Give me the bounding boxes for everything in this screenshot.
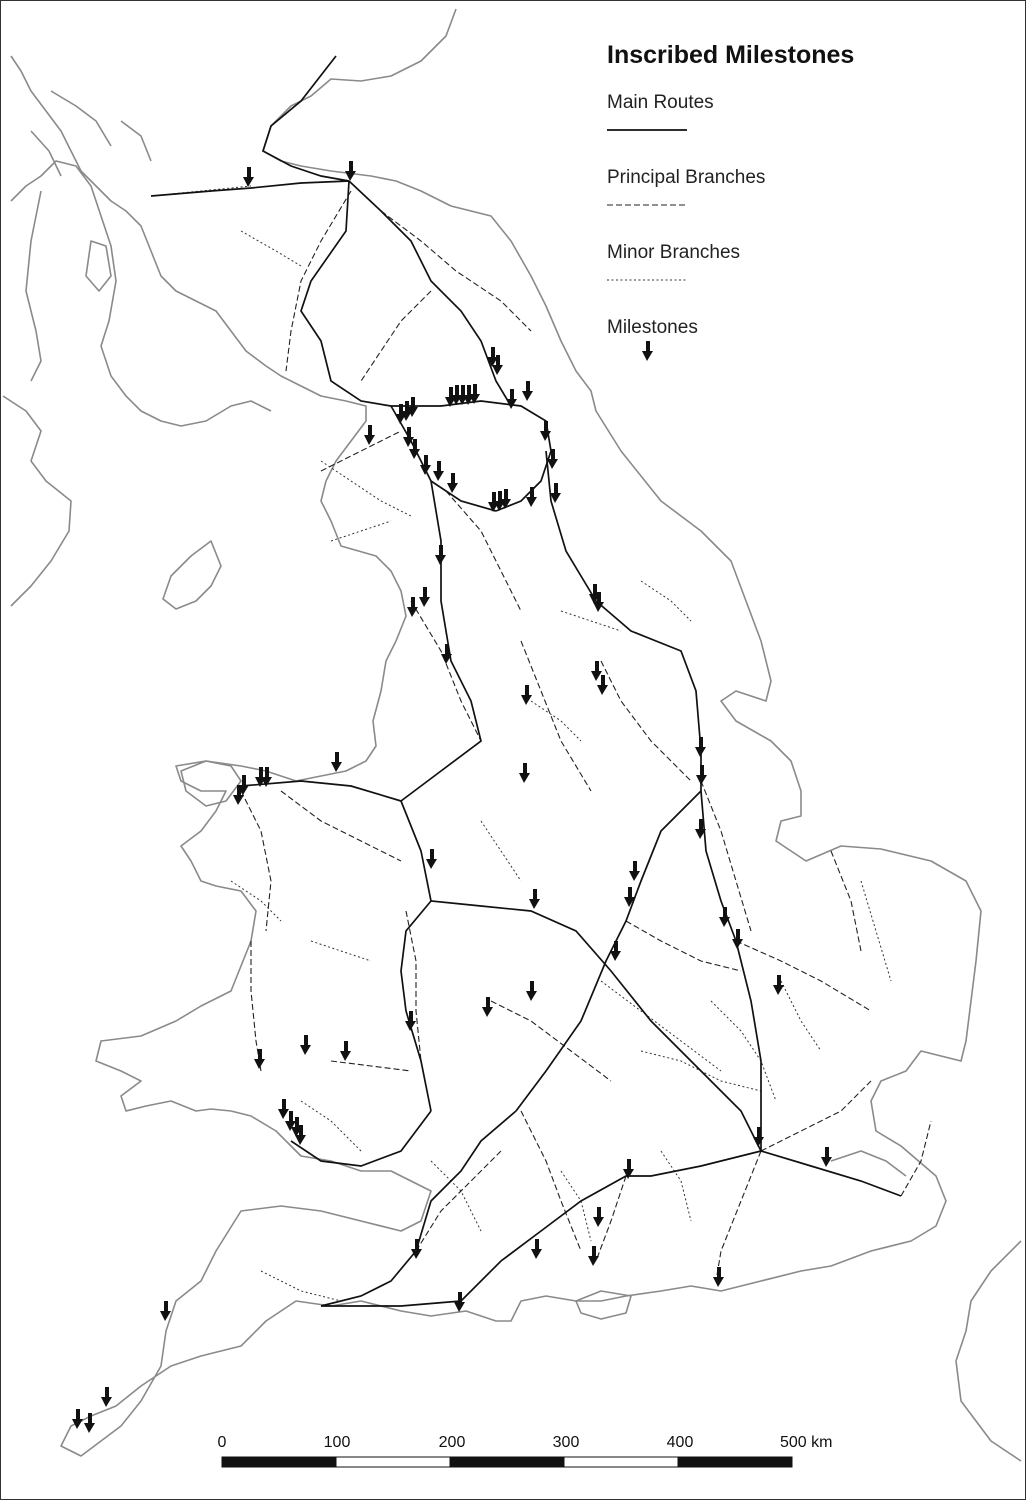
principal-branch [361,291,431,381]
scale-tick-label: 100 [323,1434,351,1451]
milestone-marker [696,765,707,785]
minor-branch [861,881,891,981]
minor-branch [661,1151,691,1221]
thames-estuary-coastline [831,1151,906,1176]
legend-label-main-routes: Main Routes [607,92,714,113]
scale-bar [218,1434,833,1467]
principal-branch [381,211,531,331]
minor-branch [711,1001,776,1101]
main-route [701,791,761,1151]
milestone-marker [591,661,602,681]
principal-branch [521,641,591,791]
milestone-marker [254,1049,265,1069]
main-route [301,181,391,406]
scale-tick-label: 400 [666,1434,694,1451]
milestone-marker [160,1301,171,1321]
principal-branch [521,1111,581,1251]
map-canvas [1,1,1025,1499]
isle-of-wight-coastline [576,1291,631,1319]
scale-tick-label: 0 [217,1434,227,1451]
principal-branch [831,851,861,951]
milestone-marker [340,1041,351,1061]
milestone-marker [593,1207,604,1227]
isle-of-man-coastline [163,541,221,609]
loch-coastline [31,91,151,176]
main-route [263,56,349,181]
milestone-marker [531,1239,542,1259]
milestone-marker [624,887,635,907]
milestone-marker [407,597,418,617]
continent-coastline [956,1241,1021,1461]
principal-branch [286,191,351,371]
scale-segment [678,1457,792,1467]
minor-branch [241,231,301,266]
milestone-marker [482,997,493,1017]
legend [607,41,854,361]
milestone-marker [522,381,533,401]
principal-branch [446,491,521,611]
milestone-marker [588,1246,599,1266]
principal-branch [761,1081,871,1151]
scale-segment [450,1457,564,1467]
scale-segment [222,1457,336,1467]
ireland-coastline [3,396,71,606]
main-route [391,406,496,511]
milestone-marker [419,587,430,607]
minor-branch [321,461,411,516]
milestone-marker [521,685,532,705]
milestone-marker [529,889,540,909]
principal-branch [281,791,401,861]
milestone-marker [526,981,537,1001]
legend-title: Inscribed Milestones [607,41,855,69]
coastline-layer [3,9,1021,1461]
milestone-marker [243,167,254,187]
principal-branch [321,431,401,471]
principal-branch [626,921,741,971]
minor-branch [261,1271,341,1301]
legend-label-milestones: Milestones [607,317,698,338]
milestone-marker [72,1409,83,1429]
milestone-marker [84,1413,95,1433]
anglesey-coastline [181,761,241,806]
milestone-marker [519,763,530,783]
minor-branch [331,521,391,541]
milestone-marker [610,941,621,961]
minor-branch [641,581,691,621]
milestone-marker [420,455,431,475]
milestone-marker [447,473,458,493]
main-route [546,451,701,791]
principal-branch [331,1061,411,1071]
milestones-layer [72,161,832,1433]
milestone-marker [345,161,356,181]
milestone-marker [597,675,608,695]
minor-branch [481,821,521,881]
principal-branch [411,601,481,741]
arran-coastline [86,241,111,291]
milestone-marker [454,1292,465,1312]
minor-branch [301,1101,361,1151]
principal-branches-layer [241,191,931,1281]
scale-tick-label: 300 [552,1434,580,1451]
milestone-marker [331,752,342,772]
main-routes-layer [151,56,901,1306]
principal-branch [601,661,691,781]
scale-tick-label: 500 km [780,1434,833,1451]
milestone-marker [435,545,446,565]
scotland-west-coastline [11,161,271,426]
minor-branch [531,701,581,741]
milestone-marker [821,1147,832,1167]
principal-branch [716,1151,761,1281]
milestone-marker [695,737,706,757]
milestone-marker [300,1035,311,1055]
minor-branches-layer [151,186,891,1301]
great-britain-coastline [11,9,981,1456]
kintyre-coastline [26,191,41,381]
minor-branch [311,941,371,961]
main-route [516,791,701,1111]
scale-tick-label: 200 [438,1434,466,1451]
legend-label-minor-branches: Minor Branches [607,242,741,263]
milestone-marker [629,861,640,881]
legend-swatch-milestone [642,341,653,361]
legend-label-principal-branches: Principal Branches [607,167,766,188]
principal-branch [416,1151,501,1251]
principal-branch [491,1001,611,1081]
scale-segment [564,1457,678,1467]
milestone-marker [773,975,784,995]
milestone-marker [753,1127,764,1147]
milestone-marker [547,449,558,469]
main-route [401,481,481,801]
milestone-marker [713,1267,724,1287]
milestone-marker [433,461,444,481]
milestone-marker [278,1099,289,1119]
milestone-marker [364,425,375,445]
principal-branch [736,941,871,1011]
milestone-marker [719,907,730,927]
milestone-marker [526,487,537,507]
milestone-marker [732,929,743,949]
scale-segment [336,1457,450,1467]
milestone-marker [426,849,437,869]
minor-branch [561,1171,591,1241]
milestone-marker [101,1387,112,1407]
minor-branch [781,981,821,1051]
minor-branch [601,981,721,1071]
